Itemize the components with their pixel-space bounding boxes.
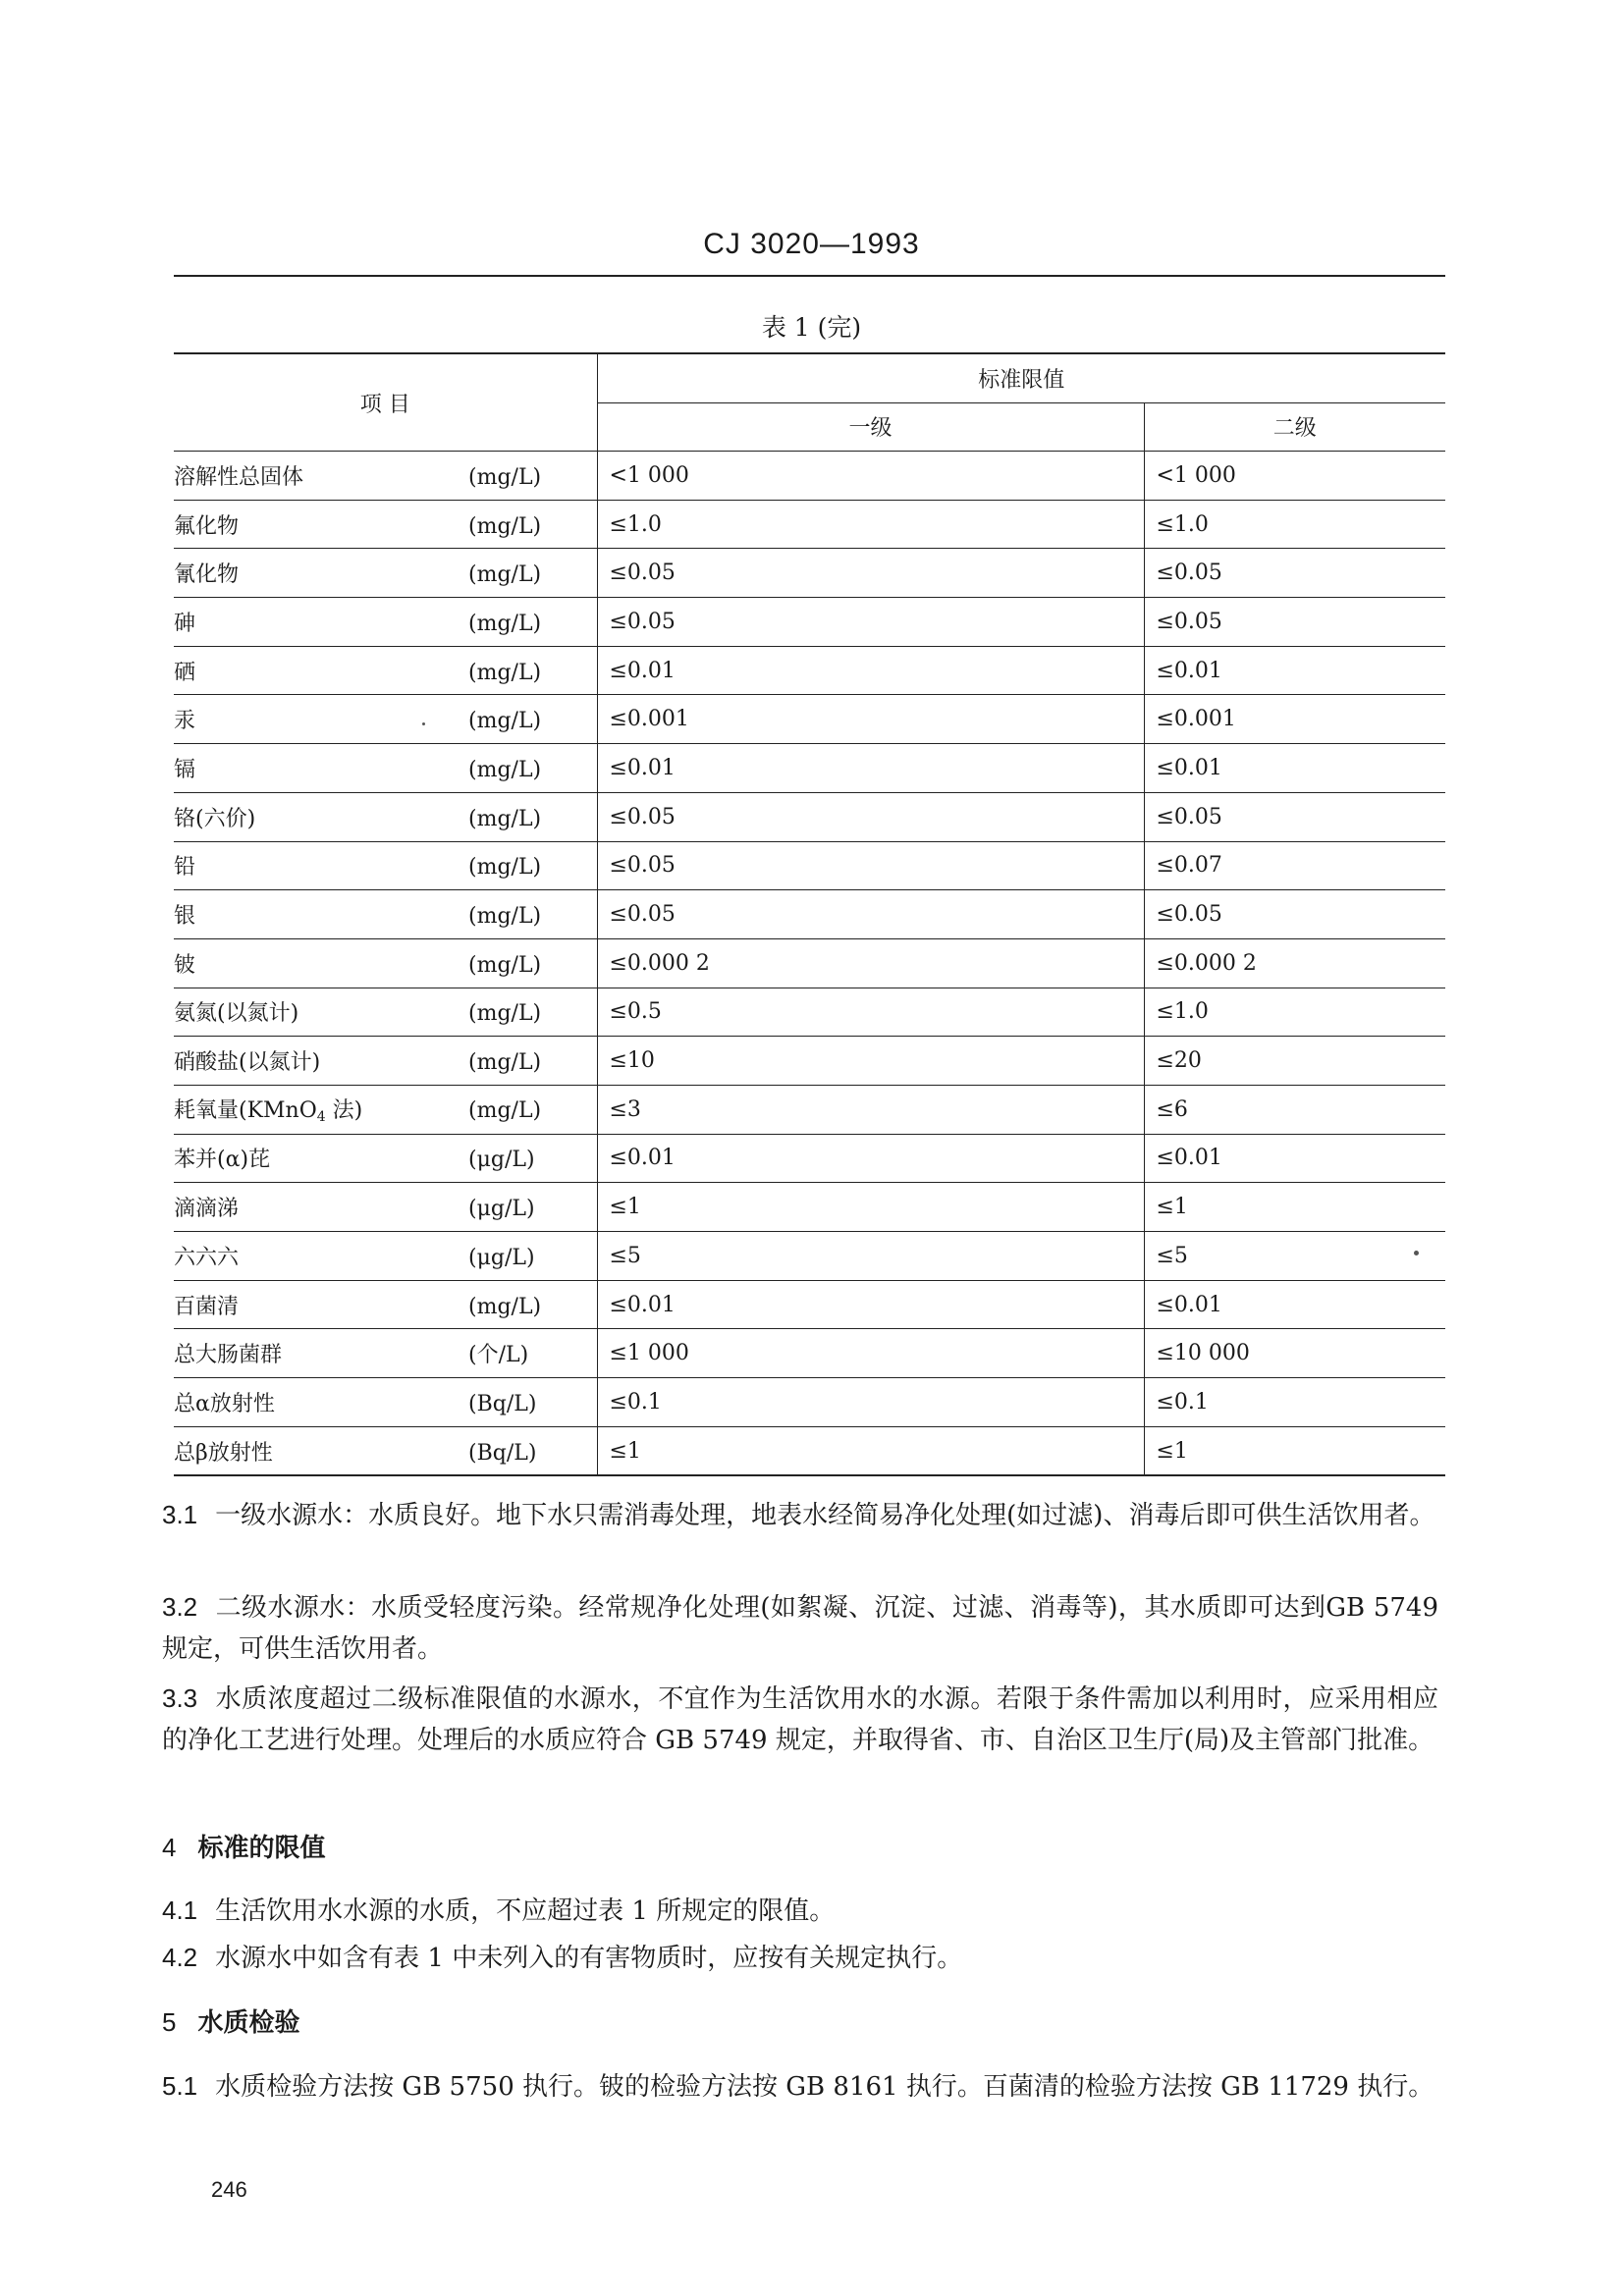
table-row: [174, 792, 1445, 841]
limits-table: [174, 352, 1445, 1476]
item-cell: [174, 1426, 597, 1475]
grade-1-value: ≤0.05: [597, 890, 1144, 939]
grade-1-value: ≤0.05: [597, 598, 1144, 647]
item-name: 铬(六价): [174, 806, 256, 831]
table-row: [174, 695, 1445, 744]
grade-2-value: ≤0.07: [1144, 841, 1445, 890]
para-4-1: [162, 1890, 1438, 1932]
section-4-title: [162, 1828, 325, 1864]
para-text: 生活饮用水水源的水质，不应超过表 1 所规定的限值。: [215, 1896, 836, 1926]
section-number: 4: [162, 1833, 177, 1862]
item-name: 滴滴涕: [174, 1197, 240, 1222]
para-text: 水质检验方法按 GB 5750 执行。铍的检验方法按 GB 8161 执行。百菌清的检验方法按 GB 11729 执行。: [215, 2072, 1434, 2102]
grade-1-value: ≤0.05: [597, 549, 1144, 598]
item-unit: (μg/L): [468, 1148, 535, 1173]
grade-2-value: ≤0.05: [1144, 890, 1445, 939]
table-row: [174, 1280, 1445, 1329]
para-number: 3.2: [162, 1592, 198, 1622]
para-text: 一级水源水：水质良好。地下水只需消毒处理，地表水经简易净化处理(如过滤)、消毒后即可供生活饮用者。: [215, 1501, 1435, 1530]
standard-code: CJ 3020—1993: [703, 228, 920, 260]
grade-2-value: <1 000: [1144, 452, 1445, 501]
table-row: [174, 890, 1445, 939]
table-caption: 表 1 (完): [761, 313, 862, 342]
grade-1-value: ≤1.0: [597, 500, 1144, 549]
item-cell: [174, 1183, 597, 1232]
item-name: 苯并(α)芘: [174, 1148, 271, 1173]
item-name: 总大肠菌群: [174, 1343, 283, 1368]
grade-2-value: ≤1.0: [1144, 500, 1445, 549]
grade-1-value: ≤1: [597, 1426, 1144, 1475]
item-unit: (mg/L): [468, 1050, 542, 1076]
grade-2-value: ≤6: [1144, 1085, 1445, 1134]
header-item: 项 目: [174, 353, 597, 452]
item-cell: [174, 1378, 597, 1427]
grade-2-value: ≤0.001: [1144, 695, 1445, 744]
grade-1-value: ≤3: [597, 1085, 1144, 1134]
grade-2-value: ≤0.01: [1144, 1134, 1445, 1183]
item-cell: [174, 549, 597, 598]
item-name: 氰化物: [174, 562, 240, 588]
item-unit: (mg/L): [468, 1001, 542, 1027]
item-name: 总β放射性: [174, 1440, 273, 1466]
grade-1-value: ≤0.000 2: [597, 938, 1144, 988]
para-4-2: [162, 1937, 1438, 1979]
para-3-3: [162, 1678, 1438, 1761]
item-cell: [174, 792, 597, 841]
grade-1-value: ≤1 000: [597, 1329, 1144, 1378]
grade-2-value: ≤0.01: [1144, 1280, 1445, 1329]
para-text: 水源水中如含有表 1 中未列入的有害物质时，应按有关规定执行。: [215, 1944, 963, 1973]
table-row: [174, 1232, 1445, 1281]
item-unit: (mg/L): [468, 904, 542, 930]
item-unit: (mg/L): [468, 660, 542, 685]
item-unit: (mg/L): [468, 1098, 542, 1124]
item-cell: [174, 598, 597, 647]
item-cell: [174, 1037, 597, 1086]
item-unit: (mg/L): [468, 806, 542, 831]
item-name: 铅: [174, 855, 196, 881]
item-cell: [174, 1329, 597, 1378]
para-number: 4.2: [162, 1943, 198, 1972]
grade-2-value: ≤10 000: [1144, 1329, 1445, 1378]
grade-2-value: ≤0.01: [1144, 646, 1445, 695]
item-name: 硝酸盐(以氮计): [174, 1050, 321, 1076]
item-unit: (mg/L): [468, 855, 542, 881]
item-cell: [174, 646, 597, 695]
item-name: 溶解性总固体: [174, 464, 304, 490]
item-cell: [174, 988, 597, 1037]
grade-2-value: ≤0.05: [1144, 598, 1445, 647]
para-number: 4.1: [162, 1896, 198, 1925]
item-name: 汞: [174, 709, 196, 734]
header-limit: 标准限值: [597, 353, 1445, 402]
para-3-1: [162, 1494, 1438, 1536]
grade-2-value: ≤0.000 2: [1144, 938, 1445, 988]
grade-1-value: ≤0.05: [597, 792, 1144, 841]
item-cell: [174, 890, 597, 939]
para-text: 二级水源水：水质受轻度污染。经常规净化处理(如絮凝、沉淀、过滤、消毒等)，其水质即可达到GB 5749规定，可供生活饮用者。: [162, 1593, 1438, 1664]
item-name: 百菌清: [174, 1294, 240, 1319]
scan-speck: [422, 722, 425, 725]
item-cell: [174, 1134, 597, 1183]
item-name: 氨氮(以氮计): [174, 1001, 299, 1027]
page-number: 246: [211, 2177, 247, 2202]
item-unit: (mg/L): [468, 513, 542, 539]
table-row: [174, 598, 1445, 647]
grade-1-value: ≤1: [597, 1183, 1144, 1232]
grade-1-value: ≤0.01: [597, 646, 1144, 695]
table-row: [174, 1085, 1445, 1134]
item-name: 镉: [174, 757, 196, 782]
grade-1-value: ≤10: [597, 1037, 1144, 1086]
item-unit: (mg/L): [468, 562, 542, 588]
table-row: [174, 1037, 1445, 1086]
table-row: [174, 549, 1445, 598]
item-unit: (个/L): [468, 1343, 529, 1368]
item-cell: [174, 1085, 597, 1134]
grade-1-value: ≤0.05: [597, 841, 1144, 890]
table-row: [174, 1426, 1445, 1475]
para-number: 3.1: [162, 1500, 198, 1529]
table-row: [174, 1329, 1445, 1378]
grade-1-value: ≤0.01: [597, 1280, 1144, 1329]
item-cell: [174, 695, 597, 744]
item-name: 氟化物: [174, 513, 240, 539]
grade-2-value: ≤0.05: [1144, 549, 1445, 598]
table-row: [174, 452, 1445, 501]
item-unit: (Bq/L): [468, 1391, 537, 1416]
item-cell: [174, 500, 597, 549]
grade-2-value: ≤0.05: [1144, 792, 1445, 841]
para-text: 水质浓度超过二级标准限值的水源水，不宜作为生活饮用水的水源。若限于条件需加以利用时，应采用相应的净化工艺进行处理。处理后的水质应符合 GB 5749 规定，并取得省、市、自治区卫生厅(局)及主管部门批准。: [162, 1684, 1438, 1755]
header-rule: [174, 275, 1445, 277]
grade-2-value: ≤0.01: [1144, 744, 1445, 793]
table-row: [174, 744, 1445, 793]
section-5-title: [162, 2002, 299, 2039]
item-cell: [174, 452, 597, 501]
table-row: [174, 988, 1445, 1037]
header-grade-1: 一级: [597, 402, 1144, 452]
grade-1-value: ≤0.5: [597, 988, 1144, 1037]
item-cell: [174, 1232, 597, 1281]
grade-2-value: ≤0.1: [1144, 1378, 1445, 1427]
scan-speck: [1414, 1251, 1419, 1255]
table-row: [174, 1378, 1445, 1427]
para-number: 5.1: [162, 2071, 198, 2101]
grade-2-value: ≤1: [1144, 1183, 1445, 1232]
grade-1-value: ≤5: [597, 1232, 1144, 1281]
item-unit: (mg/L): [468, 1294, 542, 1319]
table-row: [174, 500, 1445, 549]
grade-1-value: ≤0.01: [597, 744, 1144, 793]
grade-2-value: ≤1.0: [1144, 988, 1445, 1037]
item-name: 总α放射性: [174, 1391, 275, 1416]
grade-1-value: ≤0.1: [597, 1378, 1144, 1427]
item-unit: (mg/L): [468, 464, 542, 490]
grade-1-value: ≤0.001: [597, 695, 1144, 744]
table-row: [174, 841, 1445, 890]
table-row: [174, 938, 1445, 988]
item-name: 硒: [174, 660, 196, 685]
item-cell: [174, 744, 597, 793]
item-name: 砷: [174, 611, 196, 636]
item-cell: [174, 938, 597, 988]
para-3-2: [162, 1586, 1438, 1670]
item-unit: (μg/L): [468, 1245, 535, 1270]
section-text: 标准的限值: [197, 1834, 326, 1863]
item-unit: (mg/L): [468, 757, 542, 782]
item-name: 铍: [174, 952, 196, 978]
table-row: [174, 646, 1445, 695]
grade-2-value: ≤20: [1144, 1037, 1445, 1086]
item-unit: (mg/L): [468, 611, 542, 636]
grade-2-value: ≤1: [1144, 1426, 1445, 1475]
item-unit: (Bq/L): [468, 1440, 537, 1466]
item-name: 六六六: [174, 1245, 240, 1270]
table-row: [174, 1134, 1445, 1183]
table-body: [174, 452, 1445, 1476]
section-number: 5: [162, 2007, 177, 2037]
grade-1-value: ≤0.01: [597, 1134, 1144, 1183]
section-text: 水质检验: [197, 2008, 300, 2038]
item-cell: [174, 1280, 597, 1329]
grade-2-value: ≤5: [1144, 1232, 1445, 1281]
table-row: [174, 1183, 1445, 1232]
item-cell: [174, 841, 597, 890]
grade-1-value: <1 000: [597, 452, 1144, 501]
para-5-1: [162, 2065, 1438, 2108]
item-name: 银: [174, 904, 196, 930]
para-number: 3.3: [162, 1683, 198, 1713]
item-unit: (mg/L): [468, 952, 542, 978]
item-unit: (μg/L): [468, 1197, 535, 1222]
item-name: 耗氧量(KMnO$_4$ 法): [174, 1098, 363, 1126]
item-unit: (mg/L): [468, 709, 542, 734]
header-grade-2: 二级: [1144, 402, 1445, 452]
